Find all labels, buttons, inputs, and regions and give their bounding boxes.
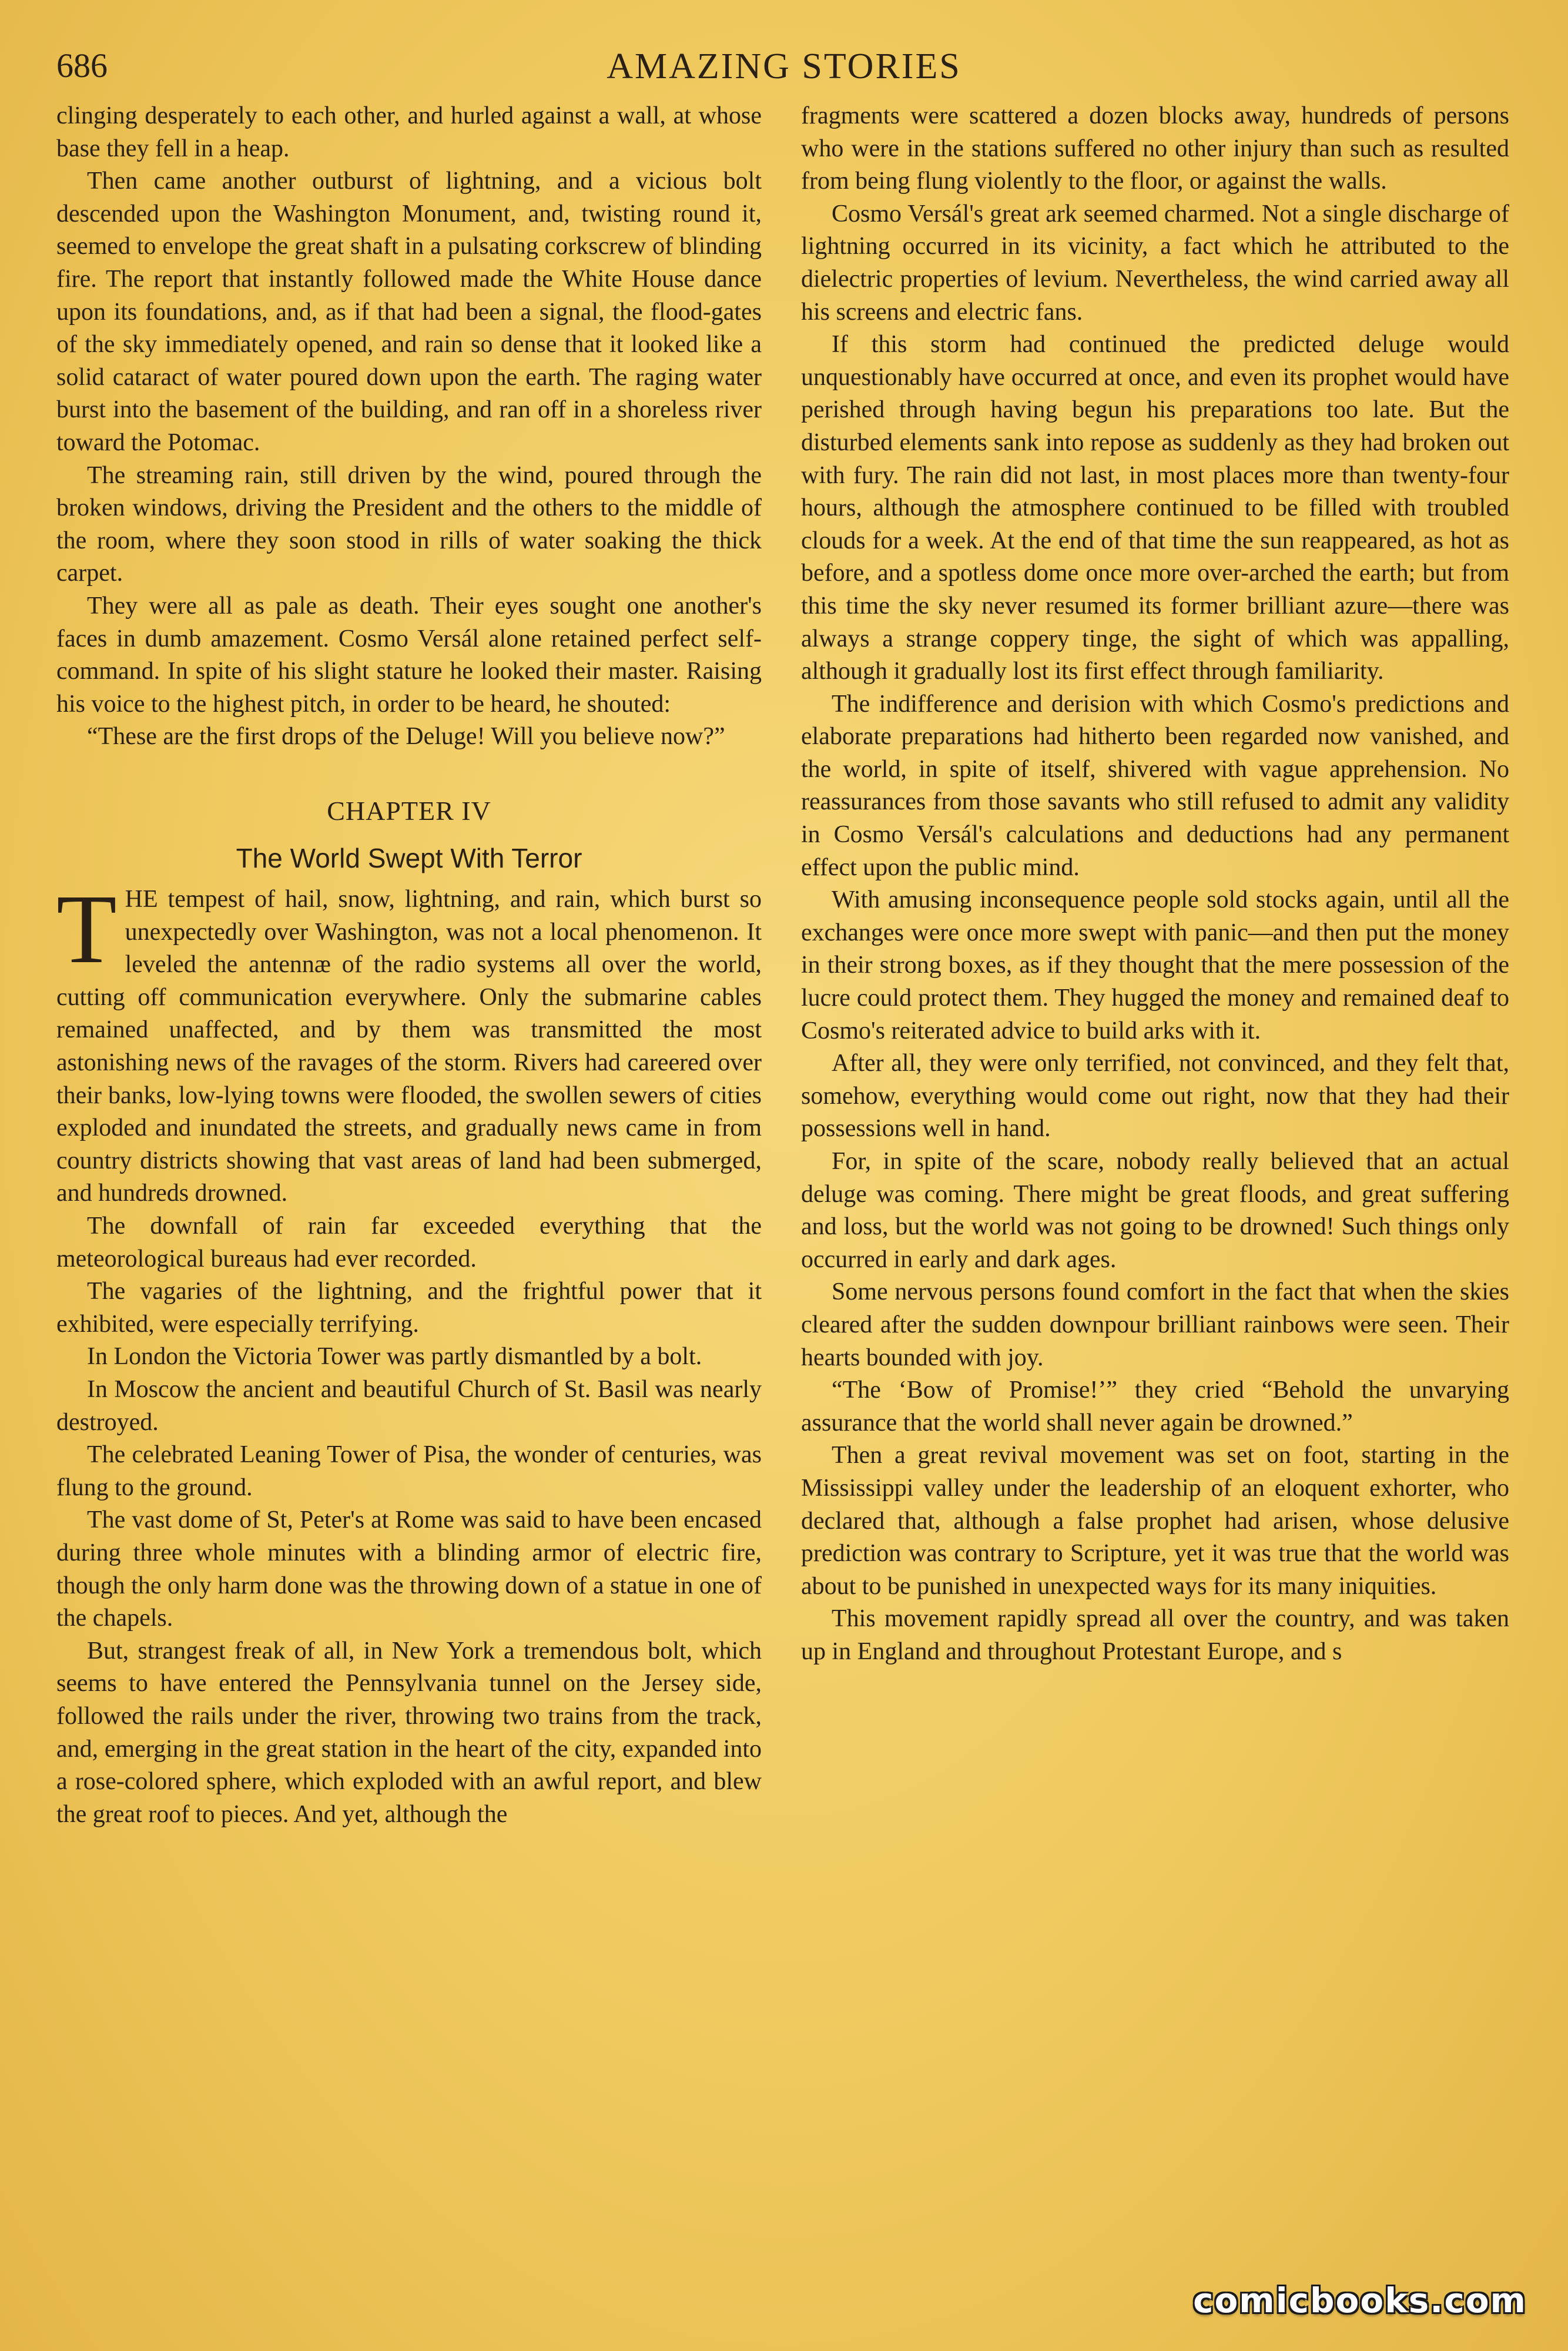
paragraph: The vast dome of St, Peter's at Rome was said to have been encased during three whole minutes with a blinding armor of electric fire, though the only harm done was the throwing down of a statue in one of the chapels. [56, 1506, 762, 1632]
paragraph: Cosmo Versál's great ark seemed charmed. Not a single discharge of lightning occurred in its vicinity, a fact which he attributed to the dielectric properties of levium. Nevertheless, the wind carried away all his screens and electric fans. [801, 200, 1509, 326]
left-column [56, 100, 762, 2310]
page-number: 686 [56, 46, 108, 85]
paragraph: Some nervous persons found comfort in the fact that when the skies cleared after the sudden downpour brilliant rainbows were seen. Their hearts bounded with joy. [801, 1278, 1509, 1371]
paragraph: The downfall of rain far exceeded everything that the meteorological bureaus had ever recorded. [56, 1213, 762, 1272]
paragraph: With amusing inconsequence people sold stocks again, until all the exchanges were once more swept with panic—and then put the money in their strong boxes, as if they thought that the mere possession of the lucre could protect them. They hugged the money and remained deaf to Cosmo's reiterated advice to build arks with it. [801, 886, 1509, 1044]
paragraph: The celebrated Leaning Tower of Pisa, the wonder of centuries, was flung to the ground. [56, 1441, 762, 1501]
paragraph: After all, they were only terrified, not convinced, and they felt that, somehow, everything would come out right, now that they had their possessions well in hand. [801, 1050, 1509, 1143]
paragraph: If this storm had continued the predicted deluge would unquestionably have occurred at once, and even its prophet would have perished through having begun his preparations too late. But the disturbed elements sank into repose as suddenly as they had broken out with fury. The rain did not last, in most places more than twenty-four hours, although the atmosphere continued to be filled with troubled clouds for a week. At the end of that time the sun reappeared, as hot as before, and a spotless dome once more over-arched the earth; but from this time the sky never resumed its former brilliant azure—there was always a strange coppery tinge, the sight of which was appalling, although it gradually lost its first effect through familiarity. [801, 331, 1509, 685]
paragraph: The vagaries of the lightning, and the frightful power that it exhibited, were especially terrifying. [56, 1278, 762, 1338]
paragraph: fragments were scattered a dozen blocks away, hundreds of persons who were in the stations suffered no other injury than such as resulted from being flung violently to the floor, or against the walls. [801, 102, 1509, 195]
paragraph: For, in spite of the scare, nobody really believed that an actual deluge was coming. There might be great floods, and great suffering and loss, but the world was not going to be drowned! Such things only occurred in early and dark ages. [801, 1148, 1509, 1273]
paragraph: In Moscow the ancient and beautiful Church of St. Basil was nearly destroyed. [56, 1375, 762, 1436]
paragraph: The streaming rain, still driven by the wind, poured through the broken windows, driving the President and the others to the middle of the room, where they soon stood in rills of water soaking the thick carpet. [56, 461, 762, 587]
paragraph: Then came another outburst of lightning, and a vicious bolt descended upon the Washington Monument, and, twisting round it, seemed to envelope the great shaft in a pulsating corkscrew of blinding fire. The report that instantly followed made the White House dance upon its foundations, and, as if that had been a signal, the flood-gates of the sky immediately opened, and rain so dense that it looked like a solid cataract of water poured down upon the earth. The raging water burst into the basement of the building, and ran off in a shoreless river toward the Potomac. [56, 168, 762, 456]
chapter-subtitle: The World Swept With Terror [236, 843, 582, 874]
paragraph: This movement rapidly spread all over the country, and was taken up in England and throughout Protestant Europe, and s [801, 1605, 1509, 1665]
chapter-heading: CHAPTER IV [327, 795, 491, 826]
paragraph: “The ‘Bow of Promise!’” they cried “Behold the unvarying assurance that the world shall never again be drowned.” [801, 1377, 1509, 1436]
paragraph: In London the Victoria Tower was partly dismantled by a bolt. [87, 1343, 702, 1371]
watermark-logo: comicbooks.com [1193, 2280, 1527, 2320]
paragraph: They were all as pale as death. Their eyes sought one another's faces in dumb amazement. Cosmo Versál alone retained perfect self-command. In spite of his slight stature he looked their master. Raising his voice to the highest pitch, in order to be heard, he shouted: [56, 592, 762, 718]
paragraph: clinging desperately to each other, and hurled against a wall, at whose base they fell in a heap. [56, 102, 762, 162]
paragraph: Then a great revival movement was set on foot, starting in the Mississippi valley under the leadership of an eloquent exhorter, who declared that, although a false prophet had arisen, whose delusive prediction was contrary to Scripture, yet it was true that the world was about to be punished in unexpected ways for its many iniquities. [801, 1442, 1509, 1600]
drop-cap-paragraph-text: HE tempest of hail, snow, lightning, and rain, which burst so unexpectedly over Washington, was not a local phenomenon. It leveled the antennæ of the radio systems all over the world, cutting off communication everywhere. Only the submarine cables remained unaffected, and by them was transmitted the most astonishing news of the ravages of the storm. Rivers had careered over their banks, low-lying towns were flooded, the swollen sewers of cities exploded and inundated the streets, and gradually news came in from country districts showing that vast areas of land had been submerged, and hundreds drowned. [56, 886, 762, 1207]
drop-cap-paragraph [56, 875, 762, 1210]
right-column [801, 100, 1509, 2310]
paragraph: But, strangest freak of all, in New York a tremendous bolt, which seems to have entered the Pennsylvania tunnel on the Jersey side, followed the rails under the river, throwing two trains from the track, and, emerging in the great station in the heart of the city, expanded into a rose-colored sphere, which exploded with an awful report, and blew the great roof to pieces. And yet, although the [56, 1637, 762, 1828]
drop-cap: T [56, 875, 117, 984]
page-header [56, 46, 1512, 93]
magazine-title: AMAZING STORIES [607, 46, 961, 86]
paragraph: The indifference and derision with which Cosmo's predictions and elaborate preparations had hitherto been regarded now vanished, and the world, in spite of itself, shivered with vague apprehension. No reassurances from those savants who still refused to admit any validity in Cosmo Versál's calculations and deductions had any permanent effect upon the public mind. [801, 690, 1509, 881]
paragraph: “These are the first drops of the Deluge! Will you believe now?” [87, 723, 725, 751]
